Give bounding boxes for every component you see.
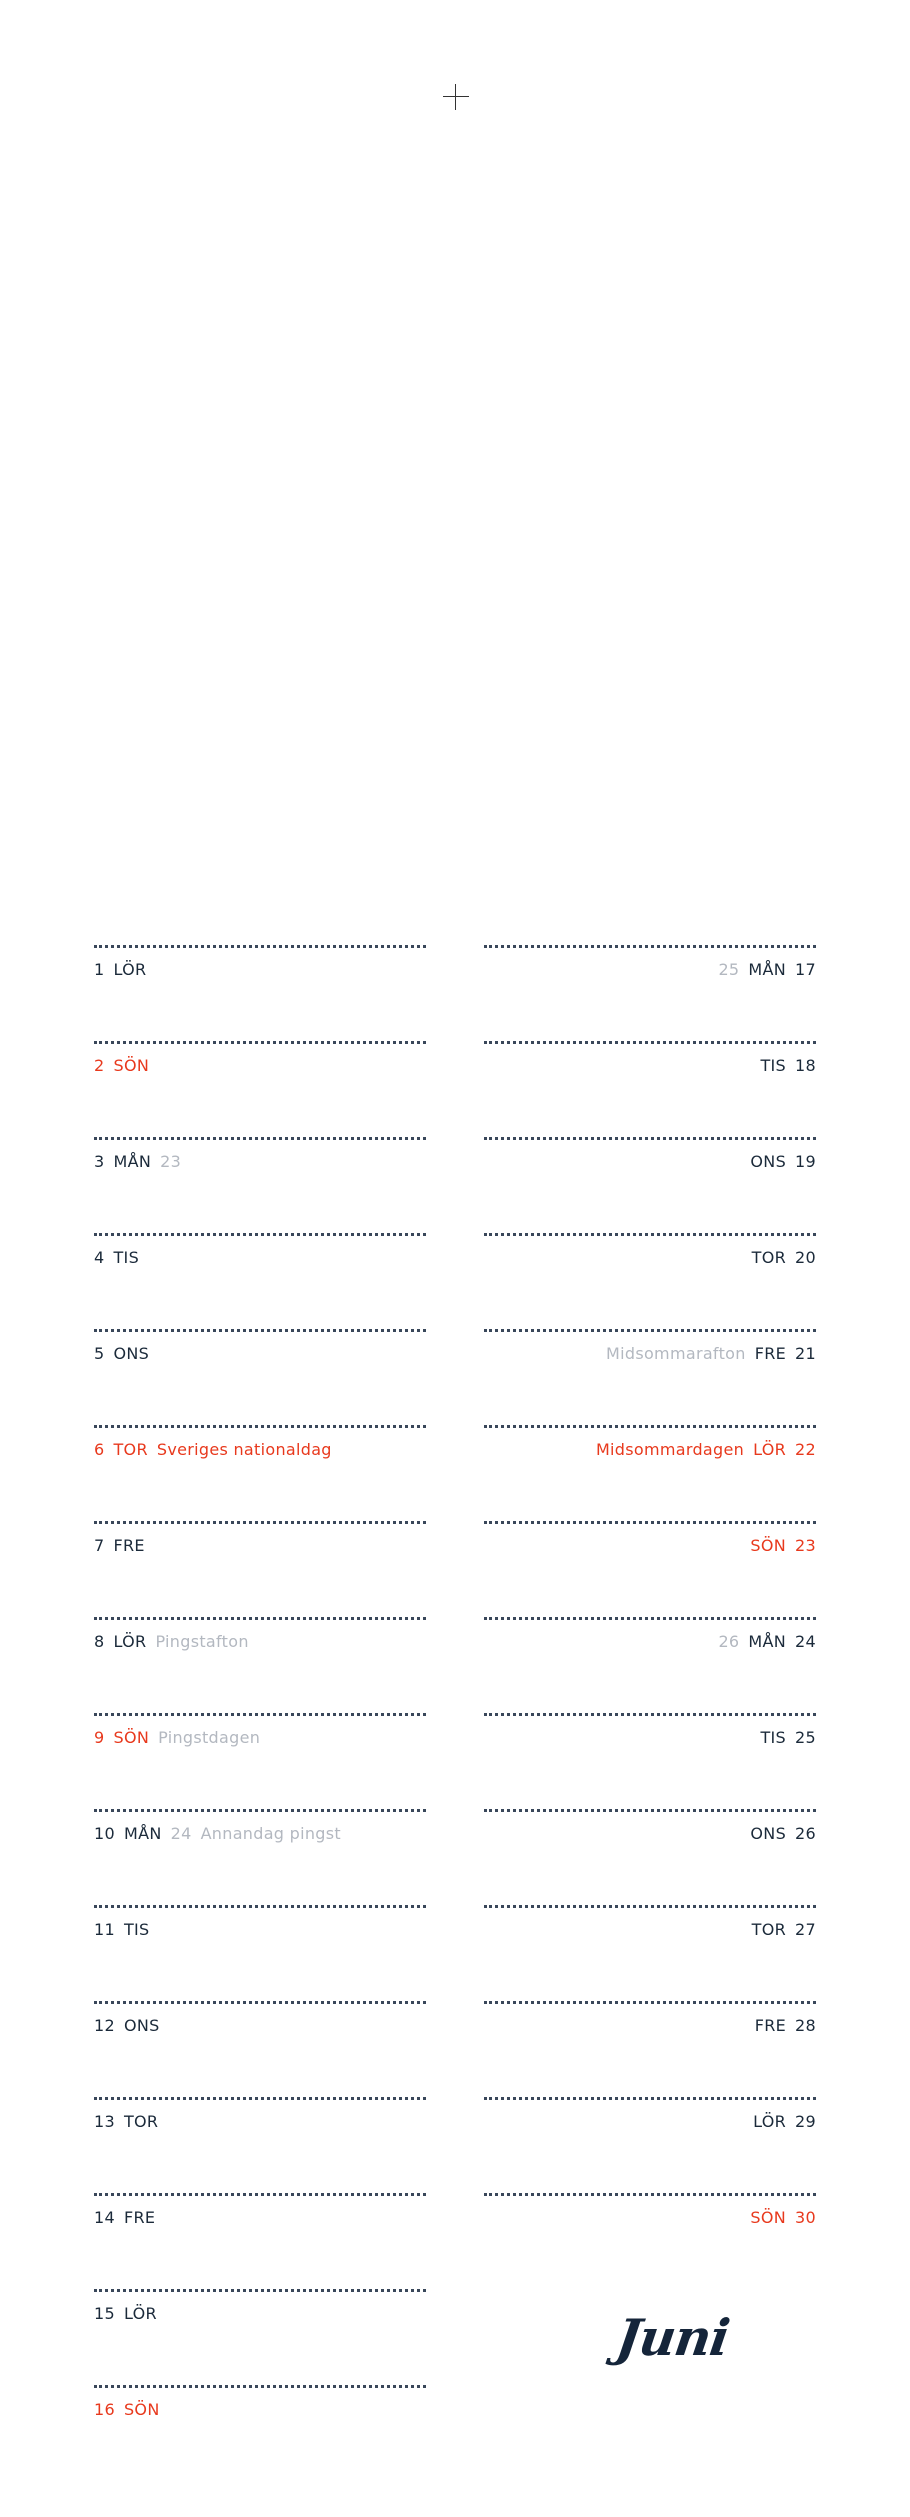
day-number: 1: [94, 960, 105, 979]
day-row: [484, 1612, 816, 1708]
day-number: 19: [795, 1152, 816, 1171]
dotted-divider: [484, 1041, 816, 1044]
day-label: [587, 1439, 816, 1461]
day-label: [94, 1727, 260, 1749]
dotted-divider: [484, 1137, 816, 1140]
day-row: [94, 2092, 426, 2188]
day-number: 26: [795, 1824, 816, 1843]
dotted-divider: [94, 1521, 426, 1524]
dotted-divider: [94, 1329, 426, 1332]
day-row: [484, 1036, 816, 1132]
dotted-divider: [484, 2001, 816, 2004]
day-row: [94, 1900, 426, 1996]
day-note: Midsommarafton: [606, 1344, 746, 1363]
dotted-divider: [94, 2001, 426, 2004]
weekday: TOR: [751, 1248, 787, 1267]
day-row: [484, 1132, 816, 1228]
day-label: [94, 2111, 167, 2133]
day-row: [94, 1516, 426, 1612]
day-row: [94, 1324, 426, 1420]
day-label: [94, 2303, 166, 2325]
weekday: MÅN: [748, 960, 787, 979]
weekday: ONS: [750, 1152, 787, 1171]
weekday: FRE: [754, 2016, 787, 2035]
day-number: 25: [795, 1728, 816, 1747]
weekday: ONS: [750, 1824, 787, 1843]
dotted-divider: [94, 945, 426, 948]
weekday: LÖR: [113, 1632, 147, 1651]
day-label: [94, 1535, 154, 1557]
dotted-divider: [94, 1425, 426, 1428]
day-number: 9: [94, 1728, 105, 1747]
weekday: LÖR: [753, 1440, 787, 1459]
month-title: Juni: [612, 2308, 733, 2367]
day-label: [94, 2207, 164, 2229]
dotted-divider: [94, 1617, 426, 1620]
weekday: MÅN: [123, 1824, 162, 1843]
day-row: [94, 1420, 426, 1516]
day-row: [94, 1708, 426, 1804]
day-row: [94, 1996, 426, 2092]
day-row: [484, 1324, 816, 1420]
weekday: SÖN: [123, 2400, 160, 2419]
weekday: FRE: [123, 2208, 156, 2227]
day-label: [94, 959, 155, 981]
day-label: [743, 1247, 816, 1269]
weekday: TIS: [123, 1920, 150, 1939]
weekday: LÖR: [753, 2112, 787, 2131]
day-row: [484, 1708, 816, 1804]
day-note: Annandag pingst: [200, 1824, 341, 1843]
day-label: [741, 1535, 816, 1557]
day-row: [484, 1420, 816, 1516]
holiday-name: Midsommardagen: [595, 1440, 745, 1459]
day-row: [94, 2188, 426, 2284]
day-label: [94, 2015, 169, 2037]
dotted-divider: [94, 1809, 426, 1812]
day-number: 3: [94, 1152, 105, 1171]
day-label: [751, 1727, 816, 1749]
day-row: [484, 1516, 816, 1612]
day-row: [94, 1804, 426, 1900]
day-label: [597, 1343, 816, 1365]
day-row: [484, 940, 816, 1036]
weekday: TIS: [760, 1056, 787, 1075]
week-number: 24: [170, 1824, 192, 1843]
weekday: TIS: [113, 1248, 140, 1267]
weekday: FRE: [754, 1344, 787, 1363]
dotted-divider: [94, 1713, 426, 1716]
day-number: 4: [94, 1248, 105, 1267]
weekday: SÖN: [750, 2208, 787, 2227]
dotted-divider: [484, 1425, 816, 1428]
weekday: TOR: [751, 1920, 787, 1939]
dotted-divider: [94, 2097, 426, 2100]
holiday-name: Sveriges nationaldag: [156, 1440, 332, 1459]
day-number: 17: [795, 960, 816, 979]
day-row: [94, 1036, 426, 1132]
day-label: [743, 1919, 816, 1941]
day-number: 20: [795, 1248, 816, 1267]
day-row: [484, 1804, 816, 1900]
weekday: ONS: [123, 2016, 160, 2035]
day-label: [94, 1151, 190, 1173]
day-label: [751, 1055, 816, 1077]
day-label: [94, 1919, 159, 1941]
weekday: ONS: [113, 1344, 150, 1363]
day-number: 15: [94, 2304, 115, 2323]
day-row: [94, 2284, 426, 2380]
dotted-divider: [484, 1809, 816, 1812]
day-label: [709, 1631, 816, 1653]
day-number: 10: [94, 1824, 115, 1843]
dotted-divider: [94, 1041, 426, 1044]
day-label: [94, 1343, 158, 1365]
day-number: 30: [795, 2208, 816, 2227]
calendar-column-right: [484, 940, 816, 2284]
weekday: SÖN: [750, 1536, 787, 1555]
weekday: SÖN: [113, 1056, 150, 1075]
day-label: [709, 959, 816, 981]
day-number: 24: [795, 1632, 816, 1651]
weekday: TIS: [760, 1728, 787, 1747]
dotted-divider: [484, 945, 816, 948]
week-number: 23: [160, 1152, 182, 1171]
weekday: LÖR: [123, 2304, 157, 2323]
dotted-divider: [94, 1905, 426, 1908]
day-label: [741, 2207, 816, 2229]
day-number: 29: [795, 2112, 816, 2131]
day-number: 14: [94, 2208, 115, 2227]
dotted-divider: [484, 1905, 816, 1908]
day-number: 22: [795, 1440, 816, 1459]
day-number: 6: [94, 1440, 105, 1459]
dotted-divider: [484, 1713, 816, 1716]
day-label: [94, 1631, 249, 1653]
day-number: 12: [94, 2016, 115, 2035]
week-number: 26: [718, 1632, 740, 1651]
day-row: [484, 1228, 816, 1324]
weekday: MÅN: [748, 1632, 787, 1651]
dotted-divider: [94, 1137, 426, 1140]
dotted-divider: [484, 1617, 816, 1620]
weekday: LÖR: [113, 960, 147, 979]
day-number: 7: [94, 1536, 105, 1555]
weekday: TOR: [113, 1440, 148, 1459]
day-number: 11: [94, 1920, 115, 1939]
day-note: Pingstafton: [155, 1632, 249, 1651]
day-row: [94, 940, 426, 1036]
day-label: [94, 2399, 169, 2421]
day-row: [484, 1900, 816, 1996]
week-number: 25: [718, 960, 740, 979]
day-label: [94, 1247, 148, 1269]
day-label: [744, 2111, 816, 2133]
day-row: [94, 1132, 426, 1228]
day-number: 5: [94, 1344, 105, 1363]
day-label: [94, 1439, 332, 1461]
day-row: [484, 1996, 816, 2092]
day-row: [484, 2188, 816, 2284]
day-label: [94, 1823, 341, 1845]
dotted-divider: [484, 1521, 816, 1524]
day-label: [746, 2015, 816, 2037]
day-number: 28: [795, 2016, 816, 2035]
dotted-divider: [94, 2385, 426, 2388]
weekday: SÖN: [113, 1728, 150, 1747]
dotted-divider: [484, 1329, 816, 1332]
day-number: 8: [94, 1632, 105, 1651]
dotted-divider: [484, 1233, 816, 1236]
day-number: 27: [795, 1920, 816, 1939]
day-number: 21: [795, 1344, 816, 1363]
day-number: 13: [94, 2112, 115, 2131]
day-row: [94, 1612, 426, 1708]
weekday: MÅN: [113, 1152, 152, 1171]
day-row: [94, 2380, 426, 2476]
dotted-divider: [484, 2097, 816, 2100]
dotted-divider: [94, 1233, 426, 1236]
crosshair-mark: [443, 84, 469, 110]
dotted-divider: [484, 2193, 816, 2196]
weekday: TOR: [123, 2112, 159, 2131]
day-label: [741, 1151, 816, 1173]
day-label: [741, 1823, 816, 1845]
day-note: Pingstdagen: [158, 1728, 261, 1747]
day-number: 2: [94, 1056, 105, 1075]
day-row: [484, 2092, 816, 2188]
dotted-divider: [94, 2289, 426, 2292]
day-number: 18: [795, 1056, 816, 1075]
dotted-divider: [94, 2193, 426, 2196]
calendar-column-left: [94, 940, 426, 2476]
day-number: 16: [94, 2400, 115, 2419]
weekday: FRE: [113, 1536, 145, 1555]
day-row: [94, 1228, 426, 1324]
day-label: [94, 1055, 158, 1077]
day-number: 23: [795, 1536, 816, 1555]
